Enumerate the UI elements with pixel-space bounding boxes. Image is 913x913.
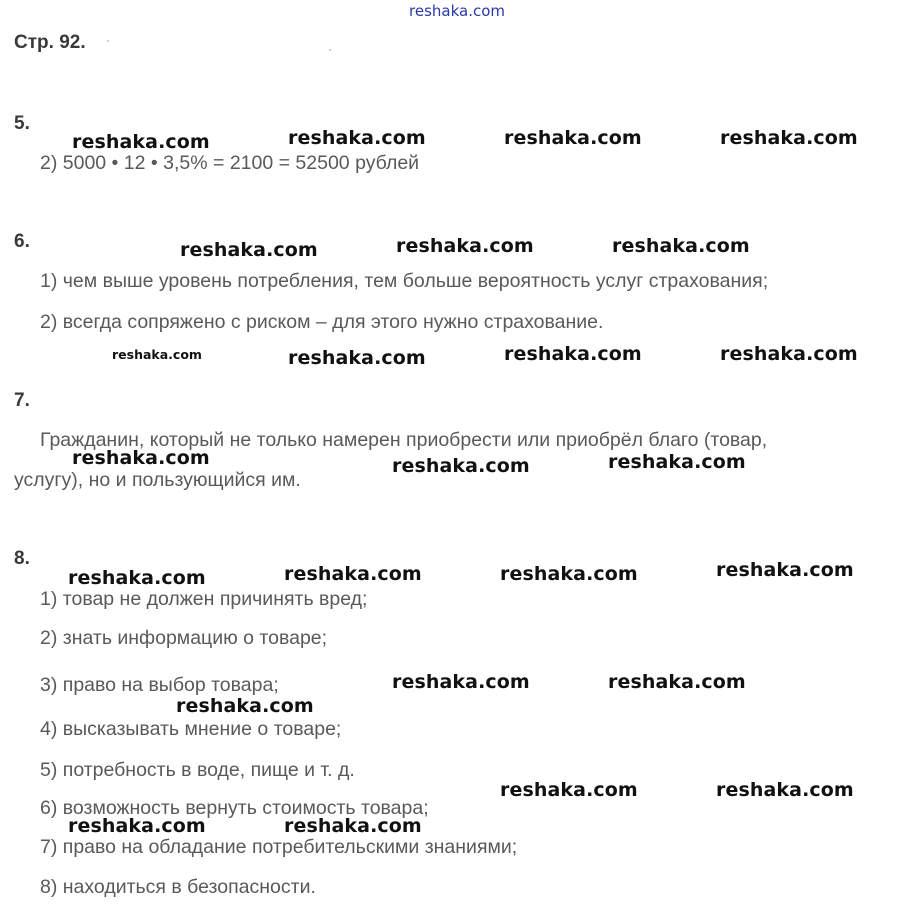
watermark: reshaka.com [716,779,854,801]
watermark: reshaka.com [176,695,314,717]
task-6-answer-1: 1) чем выше уровень потребления, тем больше вероятность услуг страхования; [40,270,769,292]
watermark: reshaka.com [68,815,206,837]
task-8-answer-7: 7) право на обладание потребительскими знаниями; [40,836,518,858]
site-header-link[interactable]: reshaka.com [409,2,505,20]
task-8-answer-6: 6) возможность вернуть стоимость товара; [40,797,429,819]
task-8-answer-2: 2) знать информацию о товаре; [40,627,328,649]
watermark: reshaka.com [392,671,530,693]
task-8-answer-1: 1) товар не должен причинять вред; [40,588,368,610]
watermark: reshaka.com [392,455,530,477]
task-8-answer-8: 8) находиться в безопасности. [40,876,316,898]
watermark: reshaka.com [612,235,750,257]
watermark: reshaka.com [716,559,854,581]
watermark: reshaka.com [396,235,534,257]
task-5-answer-1: 2) 5000 • 12 • 3,5% = 2100 = 52500 рублей [40,152,420,174]
watermark: reshaka.com [288,127,426,149]
task-6-answer-2: 2) всегда сопряжено с риском – для этого нужно страхование. [40,311,604,333]
task-5-number: 5. [14,113,30,134]
watermark: reshaka.com [504,127,642,149]
watermark: reshaka.com [500,563,638,585]
watermark: reshaka.com [504,343,642,365]
speck-mark [107,40,109,42]
watermark: reshaka.com [112,347,202,362]
watermark: reshaka.com [72,447,210,469]
watermark: reshaka.com [284,563,422,585]
watermark: reshaka.com [720,343,858,365]
watermark: reshaka.com [284,815,422,837]
watermark: reshaka.com [608,451,746,473]
speck-mark [329,49,331,51]
page-title: Стр. 92. [14,32,86,53]
watermark: reshaka.com [72,131,210,153]
watermark: reshaka.com [500,779,638,801]
task-8-answer-5: 5) потребность в воде, пище и т. д. [40,759,355,781]
task-8-answer-3: 3) право на выбор товара; [40,674,279,696]
watermark: reshaka.com [68,567,206,589]
task-7-answer-line-2: услугу), но и пользующийся им. [14,469,301,491]
watermark: reshaka.com [180,239,318,261]
watermark: reshaka.com [288,347,426,369]
task-8-number: 8. [14,548,30,569]
watermark: reshaka.com [720,127,858,149]
task-8-answer-4: 4) высказывать мнение о товаре; [40,718,342,740]
task-7-number: 7. [14,390,30,411]
task-7-answer-line-1: Гражданин, который не только намерен приобрести или приобрёл благо (товар, [40,429,768,451]
watermark: reshaka.com [608,671,746,693]
task-6-number: 6. [14,231,30,252]
